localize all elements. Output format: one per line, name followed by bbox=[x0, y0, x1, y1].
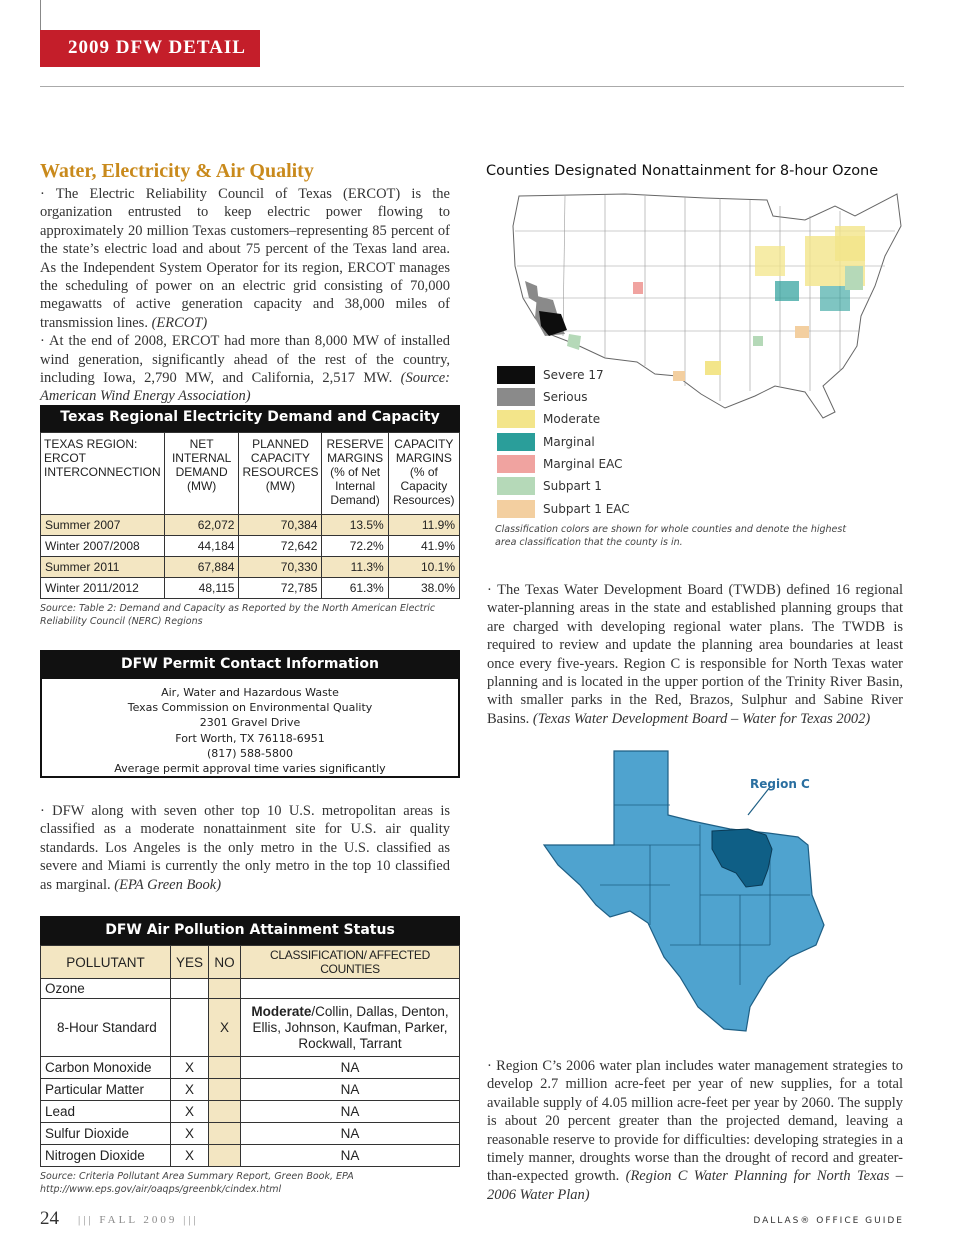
legend-serious: Serious bbox=[497, 388, 587, 406]
paragraph-twdb: · The Texas Water Development Board (TWDB) defined 16 regional water-planning areas in the state and established planning groups that are charged with developing regional water plans. The TWDB is required to review and update the planning area boundaries at least once every five-years. Region C is responsible for North Texas water planning and is located in the upper portion of the Trinity River Basin, with smaller parks in the Red, Brazos, Sulphur and Sabine River Basins. (Texas Water Development Board – Water for Texas 2002) bbox=[487, 582, 903, 727]
legend-marginal-eac: Marginal EAC bbox=[497, 455, 622, 473]
table-row: 8-Hour Standard X Moderate/Collin, Dallas, Denton, Ellis, Johnson, Kaufman, Parker, Rockwall, Tarrant bbox=[41, 999, 460, 1057]
divider bbox=[40, 86, 904, 87]
section-title: Water, Electricity & Air Quality bbox=[40, 160, 314, 182]
col-no: NO bbox=[209, 946, 241, 979]
ozone-map-title: Counties Designated Nonattainment for 8-hour Ozone bbox=[486, 163, 879, 179]
header-rule bbox=[40, 0, 41, 30]
legend-moderate: Moderate bbox=[497, 410, 600, 428]
texas-region-map bbox=[540, 745, 860, 1035]
header-tab bbox=[40, 30, 260, 67]
table-row: Particular Matter X NA bbox=[41, 1079, 460, 1101]
air-source: Source: Criteria Pollutant Area Summary Report, Green Book, EPA http://www.eps.gov/air/oaqps/greenbk/cindex.html bbox=[40, 1171, 354, 1195]
electricity-table-box bbox=[40, 405, 460, 628]
electricity-source: Source: Table 2: Demand and Capacity as Reported by the North American Electric Reliability Council (NERC) Regions bbox=[40, 603, 436, 627]
header-year: 2009 bbox=[68, 37, 110, 58]
col-pollutant: POLLUTANT bbox=[41, 946, 171, 979]
col-capacity: PLANNED CAPACITY RESOURCES (MW) bbox=[239, 433, 322, 515]
legend-marginal: Marginal bbox=[497, 433, 595, 451]
table-row: Summer 2011 67,884 70,330 11.3% 10.1% bbox=[41, 557, 460, 578]
table-row: Summer 2007 62,072 70,384 13.5% 11.9% bbox=[41, 515, 460, 536]
air-table bbox=[40, 945, 460, 1167]
ozone-map-caption: Classification colors are shown for whole counties and denote the highest area classification that the county is in. bbox=[495, 524, 847, 548]
electricity-table-title: Texas Regional Electricity Demand and Capacity bbox=[40, 405, 460, 432]
col-yes: YES bbox=[171, 946, 209, 979]
air-table-title: DFW Air Pollution Attainment Status bbox=[40, 916, 460, 945]
permit-body: Air, Water and Hazardous Waste Texas Commission on Environmental Quality 2301 Gravel Drive Fort Worth, TX 76118-6951 (817) 588-5800 Average permit approval time varies significantly bbox=[114, 686, 386, 776]
footer-issue: ||| FALL 2009 ||| bbox=[78, 1214, 199, 1226]
legend-subpart-1: Subpart 1 bbox=[497, 477, 602, 495]
paragraph-ercot: · The Electric Reliability Council of Texas (ERCOT) is the organization entrusted to keep electric power flowing to approximately 20 million Texas customers–representing 85 percent of the state’s electric load and about 75 percent of the Texas land area. As the Independent System Operator for its region, ERCOT manages the scheduling of power on an electric grid consisting of 70,000 megawatts of active generation capacity and 38,000 miles of transmission lines. (ERCOT) · At the end of 2008, ERCOT had more than 8,000 MW of installed wind generation, significantly ahead of the rest of the country, including Iowa, 2,790 MW, and California, 2,517 MW. (Source: American Wind Energy Association) bbox=[40, 186, 450, 405]
paragraph-air: · DFW along with seven other top 10 U.S. metropolitan areas is classified as a moderate nonattainment site for U.S. air quality standards. Los Angeles is the only metro in the U.S. classified as severe and Miami is currently the only metro in the top 10 classified as marginal. (EPA Green Book) bbox=[40, 803, 450, 893]
region-c-label: Region C bbox=[750, 777, 810, 791]
col-region: TEXAS REGION: ERCOT INTERCONNECTION bbox=[41, 433, 165, 515]
table-row: Carbon Monoxide X NA bbox=[41, 1057, 460, 1079]
col-margins: CAPACITY MARGINS (% of Capacity Resources) bbox=[388, 433, 459, 515]
table-row: Winter 2007/2008 44,184 72,642 72.2% 41.9% bbox=[41, 536, 460, 557]
air-table-box bbox=[40, 916, 460, 1196]
table-row: Sulfur Dioxide X NA bbox=[41, 1123, 460, 1145]
permit-box bbox=[40, 650, 460, 778]
page-number: 24 bbox=[40, 1208, 59, 1229]
permit-title: DFW Permit Contact Information bbox=[42, 652, 458, 679]
paragraph-region-c: · Region C’s 2006 water plan includes water management strategies to develop 2.7 million acre-feet per year of new supplies, for a total available supply of 4.05 million acre-feet per year by 2060. The supply is about 20 percent greater than the projected demand, leaving a reasonable reserve to provide for difficulties: developing strategies in a timely manner, droughts worse than the drought of record and greater-than-expected growth. (Region C Water Planning for North Texas – 2006 Water Plan) bbox=[487, 1058, 903, 1203]
table-row: Lead X NA bbox=[41, 1101, 460, 1123]
legend-subpart-1-eac: Subpart 1 EAC bbox=[497, 500, 630, 518]
header-title: DFW DETAIL bbox=[115, 37, 246, 58]
col-reserve: RESERVE MARGINS (% of Net Internal Demand) bbox=[322, 433, 388, 515]
table-row: Nitrogen Dioxide X NA bbox=[41, 1145, 460, 1167]
electricity-table bbox=[40, 432, 460, 599]
us-ozone-map bbox=[505, 186, 905, 422]
table-row: Winter 2011/2012 48,115 72,785 61.3% 38.0% bbox=[41, 578, 460, 599]
legend-severe: Severe 17 bbox=[497, 366, 604, 384]
footer-guide: DALLAS® OFFICE GUIDE bbox=[753, 1216, 904, 1226]
table-row: Ozone bbox=[41, 979, 460, 999]
col-classification: CLASSIFICATION/ AFFECTED COUNTIES bbox=[241, 946, 460, 979]
col-demand: NET INTERNAL DEMAND (MW) bbox=[164, 433, 239, 515]
